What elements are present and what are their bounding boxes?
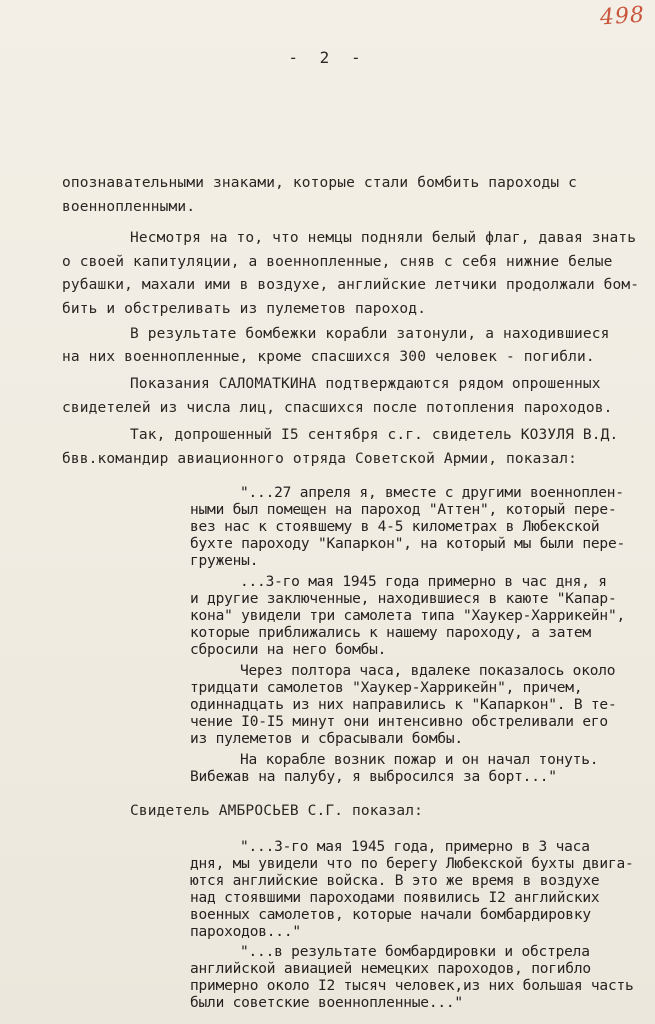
text-line: тридцати самолетов "Хаукер-Харрикейн", причем, xyxy=(190,680,583,696)
text-line: одиннадцать из них направились к "Капаркон". В те- xyxy=(190,697,617,713)
text-line: "...в результате бомбардировки и обстрела xyxy=(240,944,590,960)
text-line: которые приближались к нашему пароходу, а затем xyxy=(190,625,591,641)
text-line: английской авиацией немецких пароходов, погибло xyxy=(190,961,591,977)
text-line: дня, мы увидели что по берегу Любекской бухты двига- xyxy=(190,856,634,872)
text-line: Через полтора часа, вдалеке показалось около xyxy=(240,663,616,679)
text-line: примерно около I2 тысяч человек,из них большая часть xyxy=(190,978,634,994)
text-line: гружены. xyxy=(190,553,259,569)
text-line: Свидетель АМБРОСЬЕВ С.Г. показал: xyxy=(130,803,424,819)
text-line: пароходов..." xyxy=(190,924,301,940)
text-line: на них военнопленные, кроме спасшихся 300 человек - погибли. xyxy=(62,349,595,365)
text-line: ными был помещен на пароход "Аттен", который пере- xyxy=(190,502,617,518)
text-line: вез нас к стоявшему в 4-5 километрах в Любекской xyxy=(190,519,600,535)
text-line: из пулеметов и сбрасывали бомбы. xyxy=(190,731,463,747)
text-line: На корабле возник пожар и он начал тонуть. xyxy=(240,752,599,768)
text-line: были советские военнопленные..." xyxy=(190,995,463,1011)
text-line: Так, допрошенный I5 сентября с.г. свидетель КОЗУЛЯ В.Д. xyxy=(130,427,619,443)
text-line: "...27 апреля я, вместе с другими военноплен- xyxy=(240,485,624,501)
text-line: и другие заключенные, находившиеся в каюте "Капар- xyxy=(190,591,617,607)
text-line: кона" увидели три самолета типа "Хаукер-Харрикейн", xyxy=(190,608,626,624)
text-line: Несмотря на то, что немцы подняли белый флаг, давая знать xyxy=(130,230,637,246)
text-line: "...3-го мая 1945 года, примерно в 3 часа xyxy=(240,839,590,855)
text-line: опознавательными знаками, которые стали бомбить пароходы с xyxy=(62,175,578,191)
text-line: Показания САЛОМАТКИНА подтверждаются рядом опрошенных xyxy=(130,376,601,392)
page-number: - 2 - xyxy=(288,48,367,67)
text-line: В результате бомбежки корабли затонули, а находившиеся xyxy=(130,326,610,342)
archive-page-number: 498 xyxy=(599,2,646,31)
text-line: бвв.командир авиационного отряда Советской Армии, показал: xyxy=(62,451,578,467)
text-line: Вибежав на палубу, я выбросился за борт..." xyxy=(190,769,557,785)
text-line: о своей капитуляции, а военнопленные, сняв с себя нижние белые xyxy=(62,254,613,270)
text-line: рубашки, махали ими в воздухе, английские летчики продолжали бом- xyxy=(62,277,640,293)
text-line: сбросили на него бомбы. xyxy=(190,642,387,658)
text-line: военнопленными. xyxy=(62,199,196,215)
text-line: свидетелей из числа лиц, спасшихся после потопления пароходов. xyxy=(62,400,613,416)
text-line: ются английские войска. В это же время в воздухе xyxy=(190,873,600,889)
text-line: бухте пароходу "Капаркон", на который мы были пере- xyxy=(190,536,626,552)
text-line: чение I0-I5 минут они интенсивно обстреливали его xyxy=(190,714,608,730)
text-line: военных самолетов, которые начали бомбардировку xyxy=(190,907,591,923)
text-line: бить и обстреливать из пулеметов пароход. xyxy=(62,301,427,317)
text-line: над стоявшими пароходами появились I2 английских xyxy=(190,890,600,906)
text-line: ...3-го мая 1945 года примерно в час дня, я xyxy=(240,574,607,590)
